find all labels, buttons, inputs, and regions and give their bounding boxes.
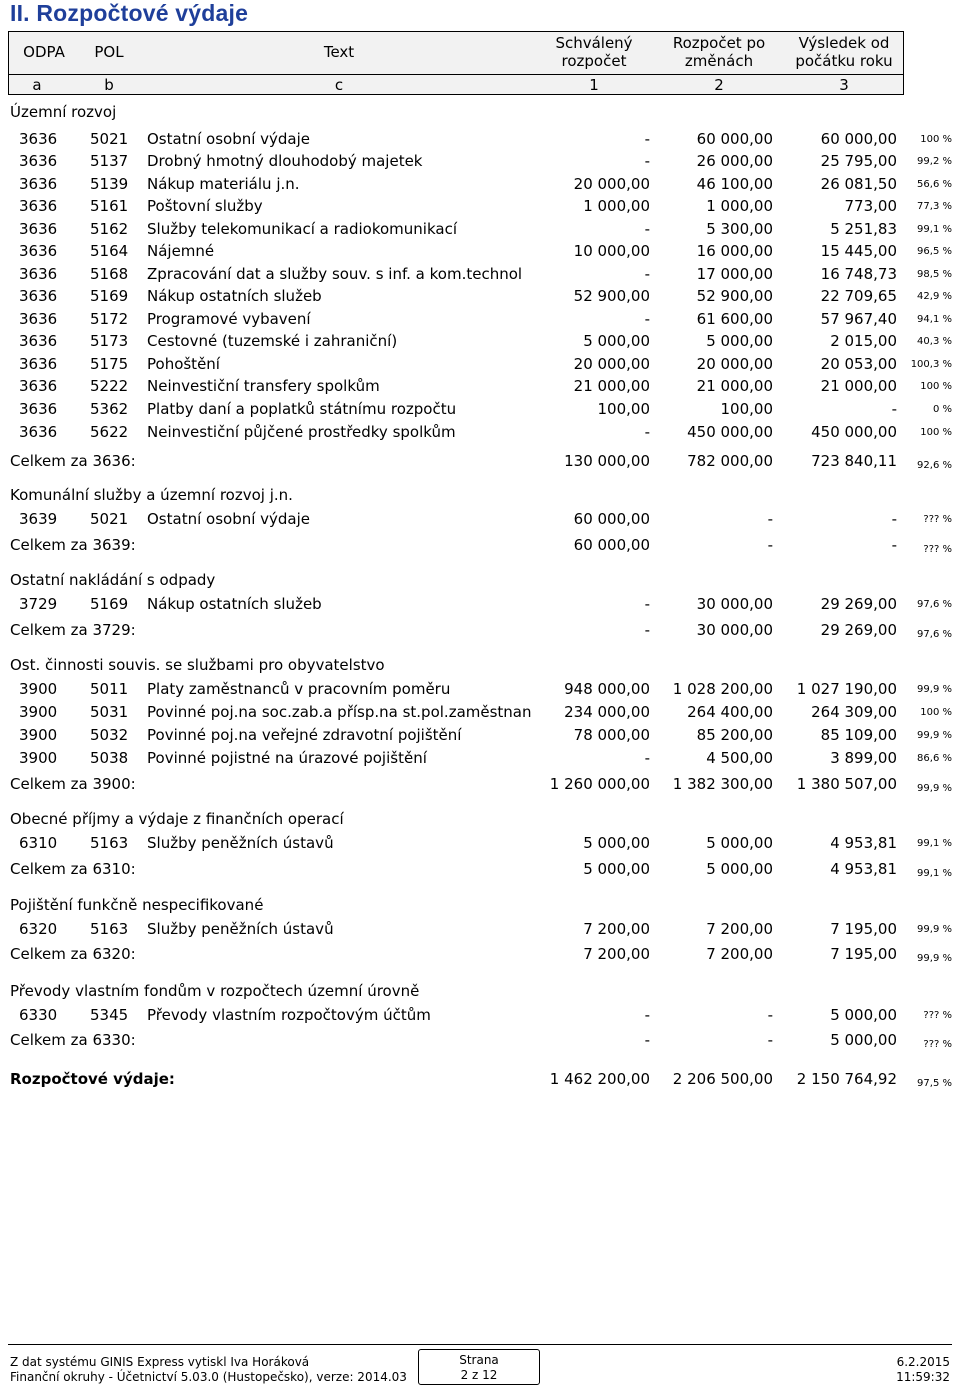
table-row (0, 242, 960, 264)
header-odpa: ODPA (23, 43, 65, 61)
table-row (0, 726, 960, 748)
approved-cell: 20 000,00 (573, 175, 650, 193)
percent-cell: 99,9 % (917, 684, 952, 695)
header-sub-3: 3 (839, 76, 849, 94)
result-cell: 22 709,65 (820, 287, 897, 305)
text-cell: Drobný hmotný dlouhodobý majetek (147, 152, 423, 170)
text-cell: Nákup ostatních služeb (147, 595, 322, 613)
changed-cell: 5 300,00 (706, 220, 773, 238)
total-approved: 1 260 000,00 (549, 775, 650, 793)
header-result-ytd: Výsledek od počátku roku (795, 34, 893, 70)
page-number-box: Strana 2 z 12 (418, 1349, 540, 1385)
text-cell: Nákup ostatních služeb (147, 287, 322, 305)
pol-cell: 5164 (90, 242, 129, 260)
section-total-row (0, 945, 960, 967)
total-changed: 5 000,00 (706, 860, 773, 878)
table-row (0, 680, 960, 702)
odpa-cell: 3636 (19, 242, 58, 260)
text-cell: Neinvestiční transfery spolkům (147, 377, 380, 395)
changed-cell: - (767, 1006, 773, 1024)
changed-cell: 7 200,00 (706, 920, 773, 938)
total-changed: - (767, 1031, 773, 1049)
grand-total-percent: 97,5 % (917, 1078, 952, 1089)
page-title: II. Rozpočtové výdaje (10, 0, 249, 26)
percent-cell: 94,1 % (917, 314, 952, 325)
approved-cell: - (644, 749, 650, 767)
section-heading: Převody vlastním fondům v rozpočtech územní úrovně (10, 982, 420, 1000)
changed-cell: 450 000,00 (687, 423, 773, 441)
approved-cell: - (644, 595, 650, 613)
approved-cell: 5 000,00 (583, 332, 650, 350)
odpa-cell: 3636 (19, 310, 58, 328)
changed-cell: 5 000,00 (706, 332, 773, 350)
result-cell: 3 899,00 (830, 749, 897, 767)
text-cell: Převody vlastním rozpočtovým účtům (147, 1006, 431, 1024)
approved-cell: 20 000,00 (573, 355, 650, 373)
table-row (0, 175, 960, 197)
result-cell: - (891, 400, 897, 418)
result-cell: 15 445,00 (820, 242, 897, 260)
table-row (0, 400, 960, 422)
footer-datetime: 6.2.2015 11:59:32 (896, 1355, 950, 1384)
odpa-cell: 6310 (19, 834, 58, 852)
odpa-cell: 3900 (19, 749, 58, 767)
percent-cell: 40,3 % (917, 336, 952, 347)
approved-cell: - (644, 310, 650, 328)
odpa-cell: 3636 (19, 220, 58, 238)
text-cell: Nájemné (147, 242, 215, 260)
pol-cell: 5021 (90, 130, 129, 148)
result-cell: 16 748,73 (820, 265, 897, 283)
total-result: 29 269,00 (820, 621, 897, 639)
percent-cell: 96,5 % (917, 246, 952, 257)
percent-cell: 99,9 % (917, 924, 952, 935)
table-row (0, 423, 960, 445)
section-heading: Obecné příjmy a výdaje z finančních operací (10, 810, 344, 828)
pol-cell: 5163 (90, 834, 129, 852)
pol-cell: 5161 (90, 197, 129, 215)
text-cell: Povinné poj.na veřejné zdravotní pojištění (147, 726, 462, 744)
pol-cell: 5622 (90, 423, 129, 441)
table-row (0, 703, 960, 725)
odpa-cell: 3636 (19, 400, 58, 418)
pol-cell: 5172 (90, 310, 129, 328)
pol-cell: 5139 (90, 175, 129, 193)
approved-cell: - (644, 152, 650, 170)
total-percent: 99,1 % (917, 868, 952, 879)
pol-cell: 5345 (90, 1006, 129, 1024)
changed-cell: - (767, 510, 773, 528)
percent-cell: 98,5 % (917, 269, 952, 280)
total-changed: 782 000,00 (687, 452, 773, 470)
percent-cell: 100 % (920, 707, 952, 718)
total-approved: 7 200,00 (583, 945, 650, 963)
percent-cell: 99,2 % (917, 156, 952, 167)
odpa-cell: 3639 (19, 510, 58, 528)
pol-cell: 5032 (90, 726, 129, 744)
text-cell: Platy zaměstnanců v pracovním poměru (147, 680, 451, 698)
result-cell: 85 109,00 (820, 726, 897, 744)
section-heading: Územní rozvoj (10, 103, 117, 121)
odpa-cell: 3729 (19, 595, 58, 613)
changed-cell: 17 000,00 (696, 265, 773, 283)
table-row (0, 130, 960, 152)
grand-total-approved: 1 462 200,00 (549, 1070, 650, 1088)
total-label: Celkem za 6330: (10, 1031, 136, 1049)
total-label: Celkem za 6320: (10, 945, 136, 963)
grand-total-label: Rozpočtové výdaje: (10, 1070, 175, 1088)
percent-cell: 0 % (932, 404, 952, 415)
result-cell: 29 269,00 (820, 595, 897, 613)
total-percent: 97,6 % (917, 629, 952, 640)
total-percent: ??? % (923, 1039, 952, 1050)
odpa-cell: 3636 (19, 423, 58, 441)
total-percent: 92,6 % (917, 460, 952, 471)
approved-cell: - (644, 130, 650, 148)
grand-total-result: 2 150 764,92 (796, 1070, 897, 1088)
percent-cell: 99,9 % (917, 730, 952, 741)
odpa-cell: 3636 (19, 377, 58, 395)
changed-cell: 46 100,00 (696, 175, 773, 193)
text-cell: Povinné pojistné na úrazové pojištění (147, 749, 427, 767)
total-result: 7 195,00 (830, 945, 897, 963)
text-cell: Cestovné (tuzemské i zahraniční) (147, 332, 398, 350)
result-cell: 20 053,00 (820, 355, 897, 373)
pol-cell: 5011 (90, 680, 129, 698)
odpa-cell: 3636 (19, 130, 58, 148)
percent-cell: 77,3 % (917, 201, 952, 212)
table-row (0, 920, 960, 942)
total-result: 5 000,00 (830, 1031, 897, 1049)
result-cell: 2 015,00 (830, 332, 897, 350)
changed-cell: 4 500,00 (706, 749, 773, 767)
percent-cell: 99,1 % (917, 838, 952, 849)
pol-cell: 5021 (90, 510, 129, 528)
percent-cell: ??? % (923, 1010, 952, 1021)
result-cell: 57 967,40 (820, 310, 897, 328)
total-approved: 130 000,00 (564, 452, 650, 470)
changed-cell: 20 000,00 (696, 355, 773, 373)
text-cell: Zpracování dat a služby souv. s inf. a kom.technol (147, 265, 523, 283)
approved-cell: - (644, 423, 650, 441)
pol-cell: 5169 (90, 287, 129, 305)
table-row (0, 355, 960, 377)
odpa-cell: 3636 (19, 265, 58, 283)
section-heading: Ost. činnosti souvis. se službami pro obyvatelstvo (10, 656, 385, 674)
result-cell: 60 000,00 (820, 130, 897, 148)
approved-cell: 7 200,00 (583, 920, 650, 938)
percent-cell: 86,6 % (917, 753, 952, 764)
total-label: Celkem za 6310: (10, 860, 136, 878)
table-header (8, 31, 904, 95)
header-sub-a: a (32, 76, 42, 94)
header-divider (9, 74, 903, 75)
changed-cell: 264 400,00 (687, 703, 773, 721)
total-label: Celkem za 3729: (10, 621, 136, 639)
changed-cell: 16 000,00 (696, 242, 773, 260)
approved-cell: 948 000,00 (564, 680, 650, 698)
section-heading: Komunální služby a územní rozvoj j.n. (10, 486, 293, 504)
percent-cell: 100 % (920, 427, 952, 438)
changed-cell: 61 600,00 (696, 310, 773, 328)
table-row (0, 377, 960, 399)
changed-cell: 100,00 (720, 400, 773, 418)
changed-cell: 30 000,00 (696, 595, 773, 613)
result-cell: 773,00 (844, 197, 897, 215)
changed-cell: 21 000,00 (696, 377, 773, 395)
table-row (0, 287, 960, 309)
approved-cell: 60 000,00 (573, 510, 650, 528)
approved-cell: 21 000,00 (573, 377, 650, 395)
footer-divider (8, 1344, 952, 1345)
pol-cell: 5162 (90, 220, 129, 238)
changed-cell: 60 000,00 (696, 130, 773, 148)
changed-cell: 1 028 200,00 (672, 680, 773, 698)
section-total-row (0, 1031, 960, 1053)
percent-cell: 100 % (920, 381, 952, 392)
approved-cell: 52 900,00 (573, 287, 650, 305)
odpa-cell: 3900 (19, 703, 58, 721)
section-heading: Ostatní nakládání s odpady (10, 571, 216, 589)
pol-cell: 5038 (90, 749, 129, 767)
section-total-row (0, 775, 960, 797)
total-approved: - (644, 1031, 650, 1049)
header-budget-after-changes: Rozpočet po změnách (672, 34, 766, 70)
table-row (0, 265, 960, 287)
total-approved: - (644, 621, 650, 639)
changed-cell: 5 000,00 (706, 834, 773, 852)
percent-cell: 56,6 % (917, 179, 952, 190)
total-result: 4 953,81 (830, 860, 897, 878)
odpa-cell: 3900 (19, 680, 58, 698)
percent-cell: 100 % (920, 134, 952, 145)
table-row (0, 749, 960, 771)
footer-source: Z dat systému GINIS Express vytiskl Iva Horáková Finanční okruhy - Účetnictví 5.03.0 (Hustopečsko), verze: 2014.03 (10, 1355, 407, 1384)
text-cell: Programové vybavení (147, 310, 311, 328)
section-heading: Pojištění funkčně nespecifikované (10, 896, 264, 914)
approved-cell: 234 000,00 (564, 703, 650, 721)
changed-cell: 1 000,00 (706, 197, 773, 215)
result-cell: 5 000,00 (830, 1006, 897, 1024)
header-text: Text (323, 43, 355, 61)
total-label: Celkem za 3639: (10, 536, 136, 554)
changed-cell: 85 200,00 (696, 726, 773, 744)
header-approved-budget: Schválený rozpočet (555, 34, 633, 70)
section-total-row (0, 860, 960, 882)
pol-cell: 5031 (90, 703, 129, 721)
text-cell: Služby telekomunikací a radiokomunikací (147, 220, 457, 238)
odpa-cell: 6320 (19, 920, 58, 938)
odpa-cell: 3636 (19, 287, 58, 305)
text-cell: Platby daní a poplatků státnímu rozpočtu (147, 400, 457, 418)
pol-cell: 5175 (90, 355, 129, 373)
total-percent: 99,9 % (917, 953, 952, 964)
pol-cell: 5163 (90, 920, 129, 938)
section-total-row (0, 536, 960, 558)
header-sub-c: c (334, 76, 344, 94)
approved-cell: 78 000,00 (573, 726, 650, 744)
odpa-cell: 3636 (19, 332, 58, 350)
approved-cell: - (644, 220, 650, 238)
percent-cell: 100,3 % (910, 359, 952, 370)
header-sub-b: b (104, 76, 114, 94)
total-approved: 5 000,00 (583, 860, 650, 878)
total-changed: - (767, 536, 773, 554)
pol-cell: 5362 (90, 400, 129, 418)
text-cell: Ostatní osobní výdaje (147, 510, 311, 528)
table-row (0, 1006, 960, 1028)
result-cell: 26 081,50 (820, 175, 897, 193)
table-row (0, 510, 960, 532)
pol-cell: 5169 (90, 595, 129, 613)
result-cell: 7 195,00 (830, 920, 897, 938)
percent-cell: 42,9 % (917, 291, 952, 302)
section-total-row (0, 621, 960, 643)
pol-cell: 5137 (90, 152, 129, 170)
result-cell: 21 000,00 (820, 377, 897, 395)
pol-cell: 5222 (90, 377, 129, 395)
total-changed: 7 200,00 (706, 945, 773, 963)
pol-cell: 5168 (90, 265, 129, 283)
odpa-cell: 6330 (19, 1006, 58, 1024)
text-cell: Neinvestiční půjčené prostředky spolkům (147, 423, 456, 441)
table-row (0, 595, 960, 617)
text-cell: Povinné poj.na soc.zab.a přísp.na st.pol.zaměstnan (147, 703, 532, 721)
text-cell: Služby peněžních ústavů (147, 834, 334, 852)
table-row (0, 220, 960, 242)
header-sub-2: 2 (714, 76, 724, 94)
table-row (0, 332, 960, 354)
pol-cell: 5173 (90, 332, 129, 350)
text-cell: Ostatní osobní výdaje (147, 130, 311, 148)
result-cell: 25 795,00 (820, 152, 897, 170)
header-sub-1: 1 (589, 76, 599, 94)
total-percent: ??? % (923, 544, 952, 555)
odpa-cell: 3636 (19, 175, 58, 193)
table-row (0, 152, 960, 174)
result-cell: - (891, 510, 897, 528)
changed-cell: 26 000,00 (696, 152, 773, 170)
grand-total-changed: 2 206 500,00 (672, 1070, 773, 1088)
result-cell: 5 251,83 (830, 220, 897, 238)
total-label: Celkem za 3900: (10, 775, 136, 793)
approved-cell: 100,00 (597, 400, 650, 418)
table-row (0, 197, 960, 219)
total-result: - (891, 536, 897, 554)
approved-cell: - (644, 265, 650, 283)
approved-cell: 10 000,00 (573, 242, 650, 260)
total-approved: 60 000,00 (573, 536, 650, 554)
percent-cell: 97,6 % (917, 599, 952, 610)
text-cell: Nákup materiálu j.n. (147, 175, 300, 193)
approved-cell: 5 000,00 (583, 834, 650, 852)
table-row (0, 310, 960, 332)
section-total-row (0, 452, 960, 474)
total-result: 1 380 507,00 (796, 775, 897, 793)
approved-cell: 1 000,00 (583, 197, 650, 215)
odpa-cell: 3636 (19, 152, 58, 170)
total-percent: 99,9 % (917, 783, 952, 794)
result-cell: 1 027 190,00 (796, 680, 897, 698)
approved-cell: - (644, 1006, 650, 1024)
total-changed: 30 000,00 (696, 621, 773, 639)
result-cell: 4 953,81 (830, 834, 897, 852)
result-cell: 450 000,00 (811, 423, 897, 441)
text-cell: Služby peněžních ústavů (147, 920, 334, 938)
header-pol: POL (94, 43, 124, 61)
table-row (0, 834, 960, 856)
odpa-cell: 3636 (19, 355, 58, 373)
result-cell: 264 309,00 (811, 703, 897, 721)
text-cell: Poštovní služby (147, 197, 263, 215)
grand-total-row (0, 1070, 960, 1092)
percent-cell: ??? % (923, 514, 952, 525)
total-result: 723 840,11 (811, 452, 897, 470)
changed-cell: 52 900,00 (696, 287, 773, 305)
odpa-cell: 3636 (19, 197, 58, 215)
odpa-cell: 3900 (19, 726, 58, 744)
text-cell: Pohoštění (147, 355, 220, 373)
total-changed: 1 382 300,00 (672, 775, 773, 793)
percent-cell: 99,1 % (917, 224, 952, 235)
total-label: Celkem za 3636: (10, 452, 136, 470)
